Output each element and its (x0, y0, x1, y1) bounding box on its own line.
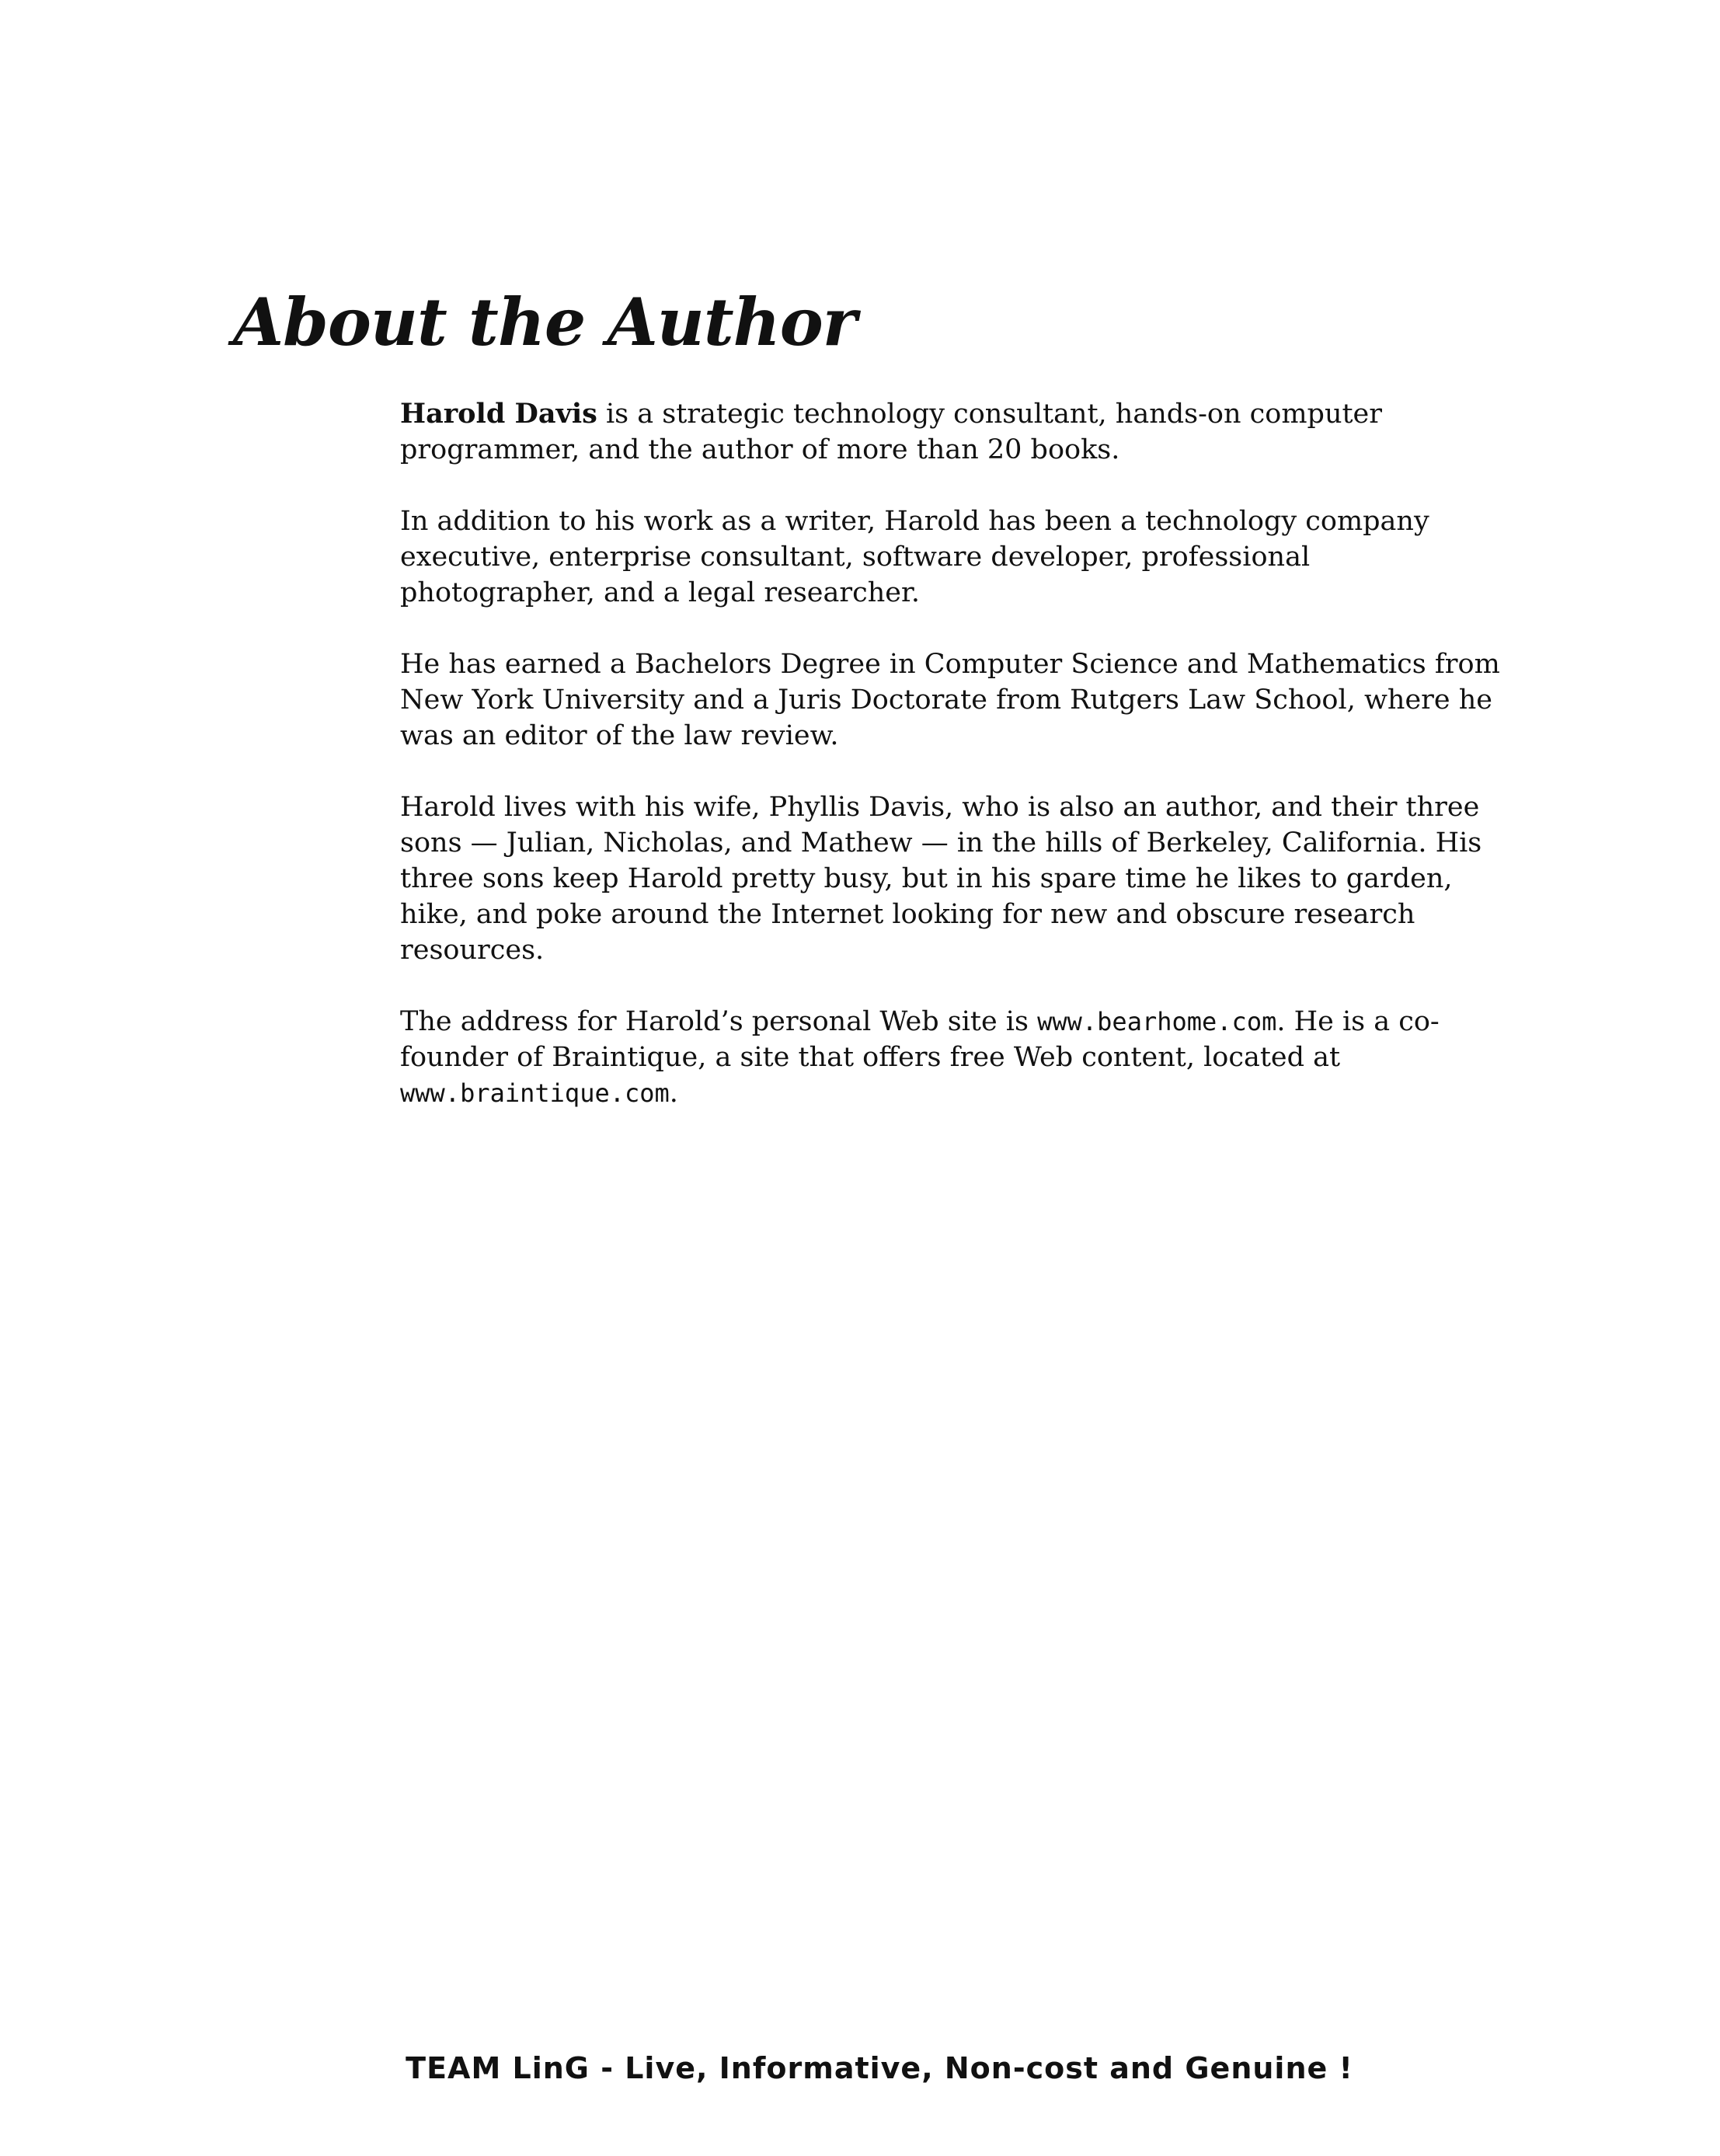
bio-paragraph-2: In addition to his work as a writer, Harold has been a technology company executive, enterprise consultant, software developer, professional photographer, and a legal researcher. (400, 506, 1429, 608)
bio-paragraph-3: He has earned a Bachelors Degree in Computer Science and Mathematics from New York University and a Juris Doctorate from Rutgers Law School, where he was an editor of the law review. (400, 649, 1500, 751)
bio-paragraph-4: Harold lives with his wife, Phyllis Davis, who is also an author, and their three sons — Julian, Nicholas, and Mathew — in the hills of Berkeley, California. His three sons keep Harold pretty busy, but in his spare time he likes to garden, hike, and poke around the Internet looking for new and obscure research resources. (400, 792, 1482, 966)
website-url-bearhome: www.bearhome.com (1037, 1007, 1277, 1036)
bio-paragraph-1 (400, 396, 1503, 468)
bio-paragraph-5-before: The address for Harold’s personal Web site is (400, 1006, 1038, 1037)
bio-paragraph-1-text: is a strategic technology consultant, hands-on computer programmer, and the author of more than 20 books. (400, 399, 1382, 465)
author-name: Harold Davis (400, 398, 597, 430)
author-bio (400, 396, 1503, 1147)
bio-paragraph-5-middle: . He is a co-founder of Braintique, a site that offers free Web content, located at (400, 1006, 1440, 1073)
page-title: About the Author (233, 284, 857, 360)
website-url-braintique: www.braintique.com (400, 1078, 670, 1108)
bio-paragraph-5-after: . (669, 1078, 678, 1109)
footer-watermark: TEAM LinG - Live, Informative, Non-cost and Genuine ! (406, 2051, 1353, 2085)
bio-paragraph-5 (400, 1004, 1503, 1111)
